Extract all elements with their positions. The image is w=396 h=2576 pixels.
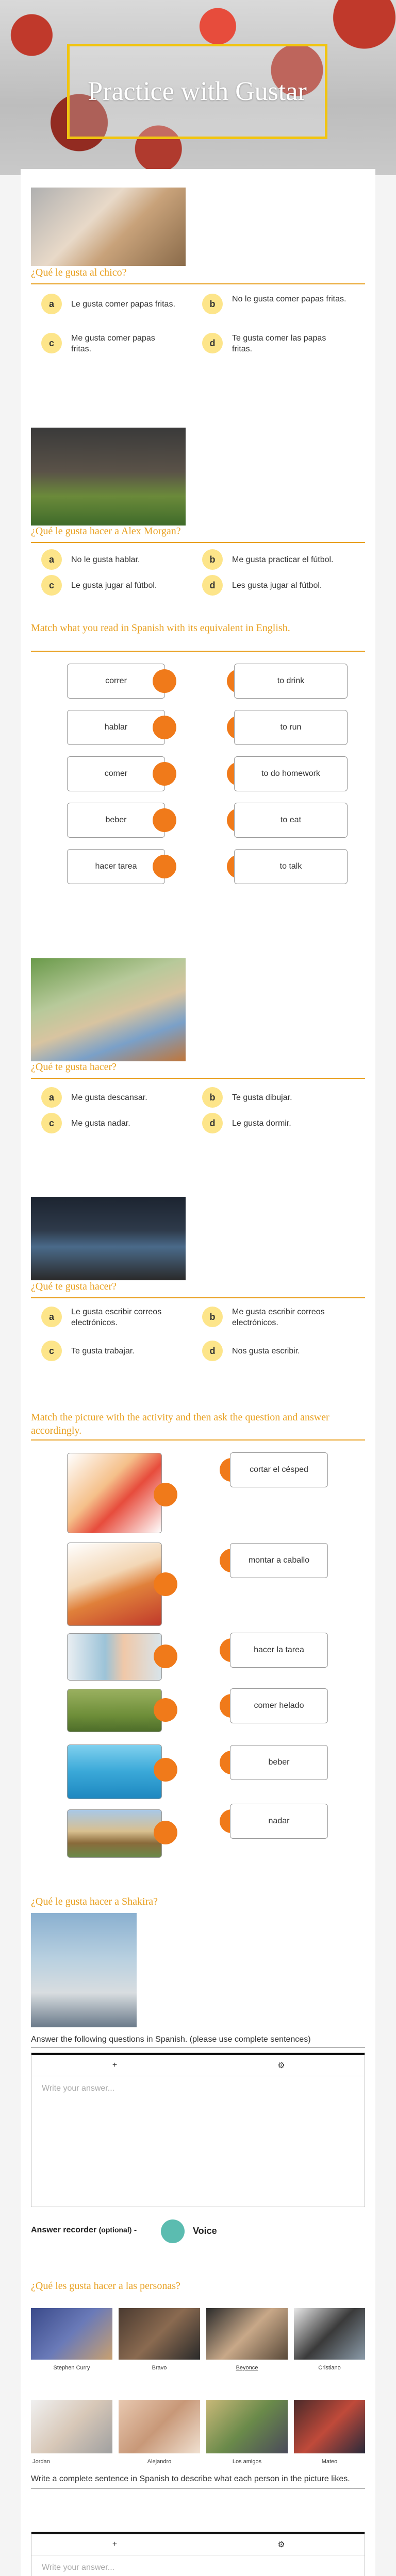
person-photo <box>119 2400 200 2453</box>
option-c-text[interactable]: Me gusta nadar. <box>71 1119 130 1128</box>
option-b-text[interactable]: Me gusta escribir correos electrónicos. <box>232 1308 325 1327</box>
person-caption: Los amigos <box>232 2459 262 2465</box>
match-right-item[interactable]: beber <box>230 1745 328 1780</box>
q4-title: ¿Qué te gusta hacer? <box>31 1281 117 1292</box>
worksheet-card <box>21 169 375 2576</box>
match-left-handle[interactable] <box>153 855 176 878</box>
boy-eating-fries-image <box>31 188 186 266</box>
person-caption: Jordan <box>32 2459 50 2465</box>
option-c-text[interactable]: Me gusta comer papas fritas. <box>71 334 155 353</box>
page-title: Practice with Gustar <box>88 76 307 106</box>
person-photo <box>31 2400 112 2453</box>
option-c-text[interactable]: Te gusta trabajar. <box>71 1347 135 1355</box>
lawn-mowing-picture[interactable] <box>67 1689 162 1732</box>
option-d-text[interactable]: Nos gusta escribir. <box>232 1347 300 1355</box>
q2-title: ¿Qué le gusta hacer a Alex Morgan? <box>31 526 181 537</box>
shakira-image <box>31 1913 137 2027</box>
option-d-text[interactable]: Le gusta dormir. <box>232 1119 291 1128</box>
person-caption: Beyonce <box>236 2365 258 2371</box>
option-c-text[interactable]: Le gusta jugar al fútbol. <box>71 581 157 590</box>
option-d-badge[interactable]: d <box>202 1341 223 1361</box>
settings-icon[interactable]: ⚙ <box>277 2540 285 2549</box>
q1-title: ¿Qué le gusta al chico? <box>31 267 127 278</box>
match-left-item[interactable]: beber <box>67 803 165 838</box>
answer-recorder-label: Answer recorder (optional) - <box>31 2226 137 2234</box>
match-right-item[interactable]: hacer la tarea <box>230 1633 328 1668</box>
soccer-player-image <box>31 428 186 526</box>
option-d-badge[interactable]: d <box>202 1113 223 1133</box>
child-drinking-picture[interactable] <box>67 1633 162 1681</box>
option-c-badge[interactable]: c <box>41 333 62 353</box>
option-b-text[interactable]: Me gusta practicar el fútbol. <box>232 555 334 564</box>
match-left-handle[interactable] <box>153 669 176 693</box>
person-caption: Alejandro <box>147 2459 172 2465</box>
person-photo <box>206 2308 288 2360</box>
option-a-badge[interactable]: a <box>41 1307 62 1327</box>
match-right-item[interactable]: to do homework <box>234 756 348 791</box>
title-frame <box>67 44 327 139</box>
match-left-handle[interactable] <box>153 808 176 832</box>
option-a-text[interactable]: Le gusta escribir correos electrónicos. <box>71 1308 162 1327</box>
match-left-handle[interactable] <box>154 1645 177 1668</box>
option-d-badge[interactable]: d <box>202 333 223 353</box>
match-right-item[interactable]: montar a caballo <box>230 1543 328 1578</box>
person-caption: Mateo <box>321 2459 338 2465</box>
match-right-item[interactable]: to drink <box>234 664 348 699</box>
match-left-handle[interactable] <box>153 762 176 786</box>
match-right-item[interactable]: to run <box>234 710 348 745</box>
divider <box>31 542 365 543</box>
boy-eating-picture[interactable] <box>67 1543 162 1626</box>
q5-title: ¿Qué le gusta hacer a Shakira? <box>31 1896 158 1907</box>
option-c-badge[interactable]: c <box>41 1113 62 1133</box>
match1-title: Match what you read in Spanish with its equivalent in English. <box>31 622 290 634</box>
option-d-text[interactable]: Les gusta jugar al fútbol. <box>232 581 322 590</box>
girl-drawing-picture[interactable] <box>67 1453 162 1533</box>
option-a-badge[interactable]: a <box>41 294 62 314</box>
match-left-handle[interactable] <box>154 1758 177 1782</box>
match-right-item[interactable]: to talk <box>234 849 348 884</box>
editor-toolbar <box>31 2532 365 2555</box>
match-left-handle[interactable] <box>154 1698 177 1722</box>
q6-answer-editor[interactable] <box>31 2532 365 2576</box>
person-photo <box>206 2400 288 2453</box>
divider <box>31 1078 365 1079</box>
person-caption: Cristiano <box>318 2365 341 2371</box>
q6-title: ¿Qué les gusta hacer a las personas? <box>31 2280 180 2292</box>
match-left-item[interactable]: hacer tarea <box>67 849 165 884</box>
option-c-badge[interactable]: c <box>41 1341 62 1361</box>
match-left-item[interactable]: hablar <box>67 710 165 745</box>
person-caption: Bravo <box>152 2365 167 2371</box>
divider <box>31 651 365 652</box>
answer-placeholder[interactable]: Write your answer... <box>42 2084 115 2093</box>
person-photo <box>119 2308 200 2360</box>
option-a-text[interactable]: No le gusta hablar. <box>71 555 140 564</box>
editor-toolbar <box>31 2053 365 2076</box>
divider <box>31 1297 365 1298</box>
match-right-item[interactable]: to eat <box>234 803 348 838</box>
match-right-item[interactable]: cortar el césped <box>230 1452 328 1487</box>
option-a-badge[interactable]: a <box>41 549 62 570</box>
add-icon[interactable]: + <box>112 2061 118 2070</box>
match-left-handle[interactable] <box>153 716 176 739</box>
recorder-label-text: Answer recorder <box>31 2226 97 2234</box>
settings-icon[interactable]: ⚙ <box>277 2061 285 2070</box>
option-b-badge[interactable]: b <box>202 549 223 570</box>
option-a-text[interactable]: Le gusta comer papas fritas. <box>71 300 175 309</box>
person-photo <box>294 2400 365 2453</box>
q5-instruction: Answer the following questions in Spanish. (please use complete sentences) <box>31 2035 365 2048</box>
divider <box>31 283 365 284</box>
option-b-text[interactable]: Te gusta dibujar. <box>232 1093 292 1102</box>
option-b-text[interactable]: No le gusta comer papas fritas. <box>232 295 346 303</box>
match-left-handle[interactable] <box>154 1821 177 1844</box>
match-left-handle[interactable] <box>154 1483 177 1506</box>
man-at-laptop-image <box>31 1197 186 1280</box>
person-caption: Stephen Curry <box>53 2365 90 2371</box>
add-icon[interactable]: + <box>112 2540 118 2549</box>
option-d-text[interactable]: Te gusta comer las papas fritas. <box>232 334 326 353</box>
person-photo <box>294 2308 365 2360</box>
option-a-text[interactable]: Me gusta descansar. <box>71 1093 147 1102</box>
option-d-badge[interactable]: d <box>202 575 223 596</box>
option-b-badge[interactable]: b <box>202 294 223 314</box>
match-left-item[interactable]: correr <box>67 664 165 699</box>
person-photo <box>31 2308 112 2360</box>
answer-placeholder[interactable]: Write your answer... <box>42 2563 115 2572</box>
hero-banner <box>0 0 396 175</box>
recorder-optional: (optional) <box>98 2226 132 2234</box>
match2-title: Match the picture with the activity and then ask the question and answer accordingly. <box>31 1412 329 1436</box>
option-b-badge[interactable]: b <box>202 1087 223 1108</box>
option-c-badge[interactable]: c <box>41 575 62 596</box>
divider <box>31 1439 365 1440</box>
voice-record-button[interactable] <box>161 2219 185 2243</box>
option-a-badge[interactable]: a <box>41 1087 62 1108</box>
horse-riding-picture[interactable] <box>67 1809 162 1858</box>
match-right-item[interactable]: comer helado <box>230 1688 328 1723</box>
voice-label: Voice <box>193 2226 217 2236</box>
q3-title: ¿Qué te gusta hacer? <box>31 1061 117 1073</box>
swimming-picture[interactable] <box>67 1744 162 1799</box>
match-right-item[interactable]: nadar <box>230 1804 328 1839</box>
q6-instruction: Write a complete sentence in Spanish to describe what each person in the picture likes. <box>31 2473 365 2489</box>
option-b-badge[interactable]: b <box>202 1307 223 1327</box>
man-in-hammock-image <box>31 958 186 1061</box>
match-left-item[interactable]: comer <box>67 756 165 791</box>
match-left-handle[interactable] <box>154 1572 177 1596</box>
q5-answer-editor[interactable] <box>31 2053 365 2207</box>
